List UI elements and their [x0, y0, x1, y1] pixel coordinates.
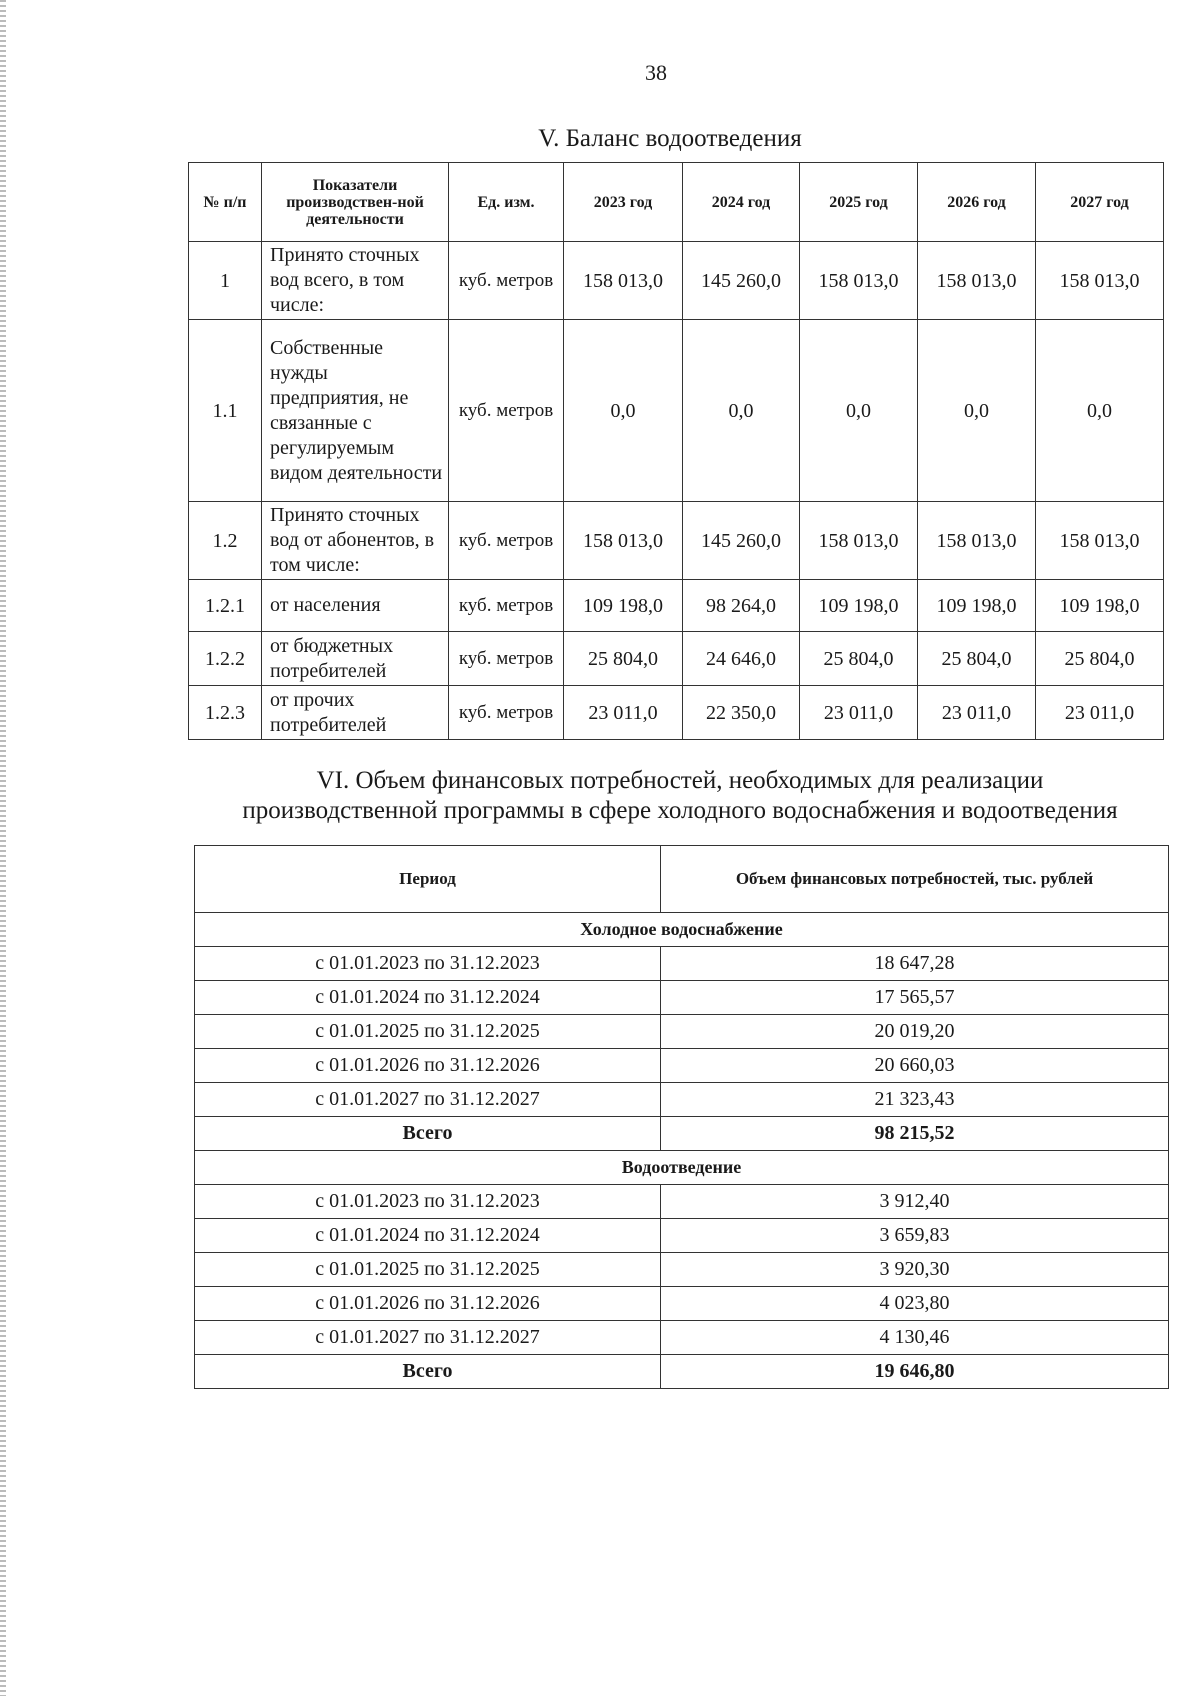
- group-row: [195, 1151, 1169, 1185]
- row-name: Принято сточных вод всего, в том числе:: [262, 242, 449, 320]
- period-cell: с 01.01.2025 по 31.12.2025: [195, 1015, 661, 1049]
- cell-2025: 109 198,0: [800, 580, 918, 632]
- table-row: [189, 580, 1164, 632]
- table-row: [189, 242, 1164, 320]
- table-row: [195, 1185, 1169, 1219]
- row-unit: куб. метров: [449, 320, 564, 502]
- cell-2025: 23 011,0: [800, 686, 918, 740]
- cell-2024: 98 264,0: [683, 580, 800, 632]
- row-num: 1.2.2: [189, 632, 262, 686]
- row-num: 1: [189, 242, 262, 320]
- group-cold-water: Холодное водоснабжение: [195, 913, 1169, 947]
- period-cell: с 01.01.2025 по 31.12.2025: [195, 1253, 661, 1287]
- section6-title-line1: VI. Объем финансовых потребностей, необходимых для реализации: [316, 767, 1044, 794]
- cell-2027: 23 011,0: [1036, 686, 1164, 740]
- row-name: от бюджетных потребителей: [262, 632, 449, 686]
- row-num: 1.1: [189, 320, 262, 502]
- table-header-row: [195, 846, 1169, 913]
- amount-cell: 18 647,28: [661, 947, 1169, 981]
- row-unit: куб. метров: [449, 632, 564, 686]
- amount-cell: 20 019,20: [661, 1015, 1169, 1049]
- wastewater-balance-table: [188, 162, 1164, 740]
- section5-title: V. Баланс водоотведения: [538, 125, 802, 152]
- total-row: [195, 1355, 1169, 1389]
- cell-2026: 0,0: [918, 320, 1036, 502]
- row-unit: куб. метров: [449, 242, 564, 320]
- section6-title: [180, 766, 1180, 826]
- amount-cell: 20 660,03: [661, 1049, 1169, 1083]
- cell-2026: 23 011,0: [918, 686, 1036, 740]
- cell-2025: 158 013,0: [800, 502, 918, 580]
- cell-2023: 158 013,0: [564, 242, 683, 320]
- cell-2027: 109 198,0: [1036, 580, 1164, 632]
- cell-2027: 158 013,0: [1036, 502, 1164, 580]
- header-2025: 2025 год: [800, 163, 918, 242]
- amount-cell: 4 130,46: [661, 1321, 1169, 1355]
- cell-2026: 158 013,0: [918, 242, 1036, 320]
- cell-2027: 158 013,0: [1036, 242, 1164, 320]
- row-name: Собственные нужды предприятия, не связанные с регулируемым видом деятельности: [262, 320, 449, 502]
- cell-2027: 25 804,0: [1036, 632, 1164, 686]
- header-amount: Объем финансовых потребностей, тыс. рублей: [661, 846, 1169, 913]
- total-label: Всего: [195, 1117, 661, 1151]
- row-num: 1.2: [189, 502, 262, 580]
- amount-cell: 3 920,30: [661, 1253, 1169, 1287]
- row-unit: куб. метров: [449, 502, 564, 580]
- table-row: [189, 502, 1164, 580]
- cell-2024: 22 350,0: [683, 686, 800, 740]
- cell-2023: 23 011,0: [564, 686, 683, 740]
- table-row: [195, 1219, 1169, 1253]
- table-row: [195, 947, 1169, 981]
- cell-2026: 158 013,0: [918, 502, 1036, 580]
- header-2026: 2026 год: [918, 163, 1036, 242]
- amount-cell: 3 912,40: [661, 1185, 1169, 1219]
- amount-cell: 3 659,83: [661, 1219, 1169, 1253]
- header-num: № п/п: [189, 163, 262, 242]
- page-number: 38: [645, 60, 667, 85]
- period-cell: с 01.01.2024 по 31.12.2024: [195, 1219, 661, 1253]
- header-period: Период: [195, 846, 661, 913]
- table-row: [195, 1083, 1169, 1117]
- cell-2024: 24 646,0: [683, 632, 800, 686]
- period-cell: с 01.01.2023 по 31.12.2023: [195, 1185, 661, 1219]
- total-row: [195, 1117, 1169, 1151]
- table-row: [189, 632, 1164, 686]
- scan-binding-edge: [0, 0, 6, 1696]
- group-wastewater: Водоотведение: [195, 1151, 1169, 1185]
- header-2024: 2024 год: [683, 163, 800, 242]
- cell-2024: 145 260,0: [683, 242, 800, 320]
- cell-2025: 25 804,0: [800, 632, 918, 686]
- row-num: 1.2.3: [189, 686, 262, 740]
- table-row: [189, 320, 1164, 502]
- period-cell: с 01.01.2027 по 31.12.2027: [195, 1083, 661, 1117]
- cell-2023: 158 013,0: [564, 502, 683, 580]
- cell-2023: 25 804,0: [564, 632, 683, 686]
- period-cell: с 01.01.2026 по 31.12.2026: [195, 1049, 661, 1083]
- period-cell: с 01.01.2024 по 31.12.2024: [195, 981, 661, 1015]
- period-cell: с 01.01.2026 по 31.12.2026: [195, 1287, 661, 1321]
- cell-2023: 0,0: [564, 320, 683, 502]
- financial-needs-table: [194, 845, 1169, 1389]
- amount-cell: 4 023,80: [661, 1287, 1169, 1321]
- cell-2026: 25 804,0: [918, 632, 1036, 686]
- amount-cell: 17 565,57: [661, 981, 1169, 1015]
- row-unit: куб. метров: [449, 686, 564, 740]
- table-row: [195, 981, 1169, 1015]
- group-row: [195, 913, 1169, 947]
- table-row: [195, 1015, 1169, 1049]
- header-2023: 2023 год: [564, 163, 683, 242]
- table-header-row: [189, 163, 1164, 242]
- cell-2024: 145 260,0: [683, 502, 800, 580]
- cell-2025: 0,0: [800, 320, 918, 502]
- row-name: от прочих потребителей: [262, 686, 449, 740]
- table-row: [189, 686, 1164, 740]
- table-row: [195, 1049, 1169, 1083]
- header-2027: 2027 год: [1036, 163, 1164, 242]
- total-label: Всего: [195, 1355, 661, 1389]
- row-num: 1.2.1: [189, 580, 262, 632]
- cell-2023: 109 198,0: [564, 580, 683, 632]
- table-row: [195, 1253, 1169, 1287]
- period-cell: с 01.01.2023 по 31.12.2023: [195, 947, 661, 981]
- period-cell: с 01.01.2027 по 31.12.2027: [195, 1321, 661, 1355]
- row-name: от населения: [262, 580, 449, 632]
- total-amount: 98 215,52: [661, 1117, 1169, 1151]
- cell-2024: 0,0: [683, 320, 800, 502]
- section6-title-line2: производственной программы в сфере холодного водоснабжения и водоотведения: [242, 797, 1118, 824]
- total-amount: 19 646,80: [661, 1355, 1169, 1389]
- header-unit: Ед. изм.: [449, 163, 564, 242]
- table-row: [195, 1287, 1169, 1321]
- cell-2026: 109 198,0: [918, 580, 1036, 632]
- row-name: Принято сточных вод от абонентов, в том числе:: [262, 502, 449, 580]
- cell-2027: 0,0: [1036, 320, 1164, 502]
- cell-2025: 158 013,0: [800, 242, 918, 320]
- table-row: [195, 1321, 1169, 1355]
- amount-cell: 21 323,43: [661, 1083, 1169, 1117]
- row-unit: куб. метров: [449, 580, 564, 632]
- header-indicator: Показатели производствен-ной деятельности: [262, 163, 449, 242]
